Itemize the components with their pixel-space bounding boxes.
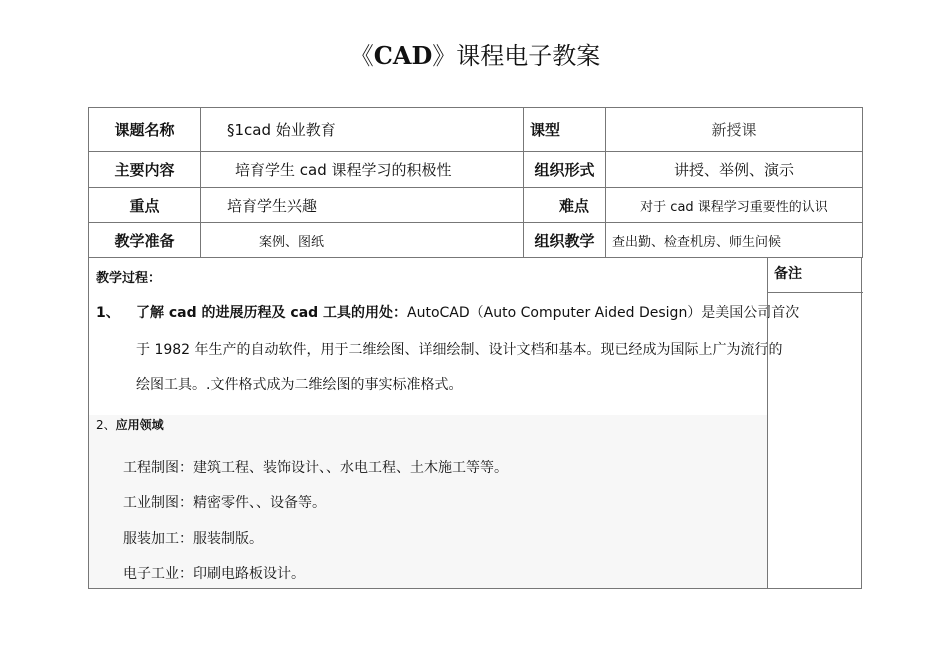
item1-heading: 了解 cad 的进展历程及 cad 工具的用处： bbox=[136, 305, 408, 321]
organization-form-value: 讲授、举例、演示 bbox=[606, 152, 863, 188]
item1-text: AutoCAD（Auto Computer Aided Design）是美国公司首次 bbox=[407, 305, 800, 321]
teaching-prep-value: 案例、图纸 bbox=[201, 223, 524, 258]
field-engineering: 工程制图：建筑工程、装饰设计、、水电工程、土木施工等等。 bbox=[123, 460, 508, 476]
table-row bbox=[89, 223, 863, 258]
teaching-prep-label: 教学准备 bbox=[89, 223, 201, 258]
class-organization-label: 组织教学 bbox=[524, 223, 606, 258]
topic-value: §1cad 始业教育 bbox=[201, 108, 524, 152]
field-industrial: 工业制图：精密零件、、设备等。 bbox=[123, 495, 326, 511]
process-heading: 教学过程： bbox=[96, 271, 162, 286]
notes-label: 备注 bbox=[768, 257, 863, 293]
field-garment: 服装加工：服装制版。 bbox=[123, 531, 263, 547]
item1-line1 bbox=[136, 302, 799, 322]
table-row bbox=[89, 188, 863, 223]
key-point-value: 培育学生兴趣 bbox=[201, 188, 524, 223]
table-row bbox=[89, 152, 863, 188]
item2-heading: 2、应用领域 bbox=[96, 418, 164, 432]
field-electronics: 电子工业：印刷电路板设计。 bbox=[123, 566, 305, 582]
item1-number: 1、 bbox=[96, 305, 120, 321]
class-organization-value: 查出勤、检查机房、师生问候 bbox=[606, 223, 863, 258]
key-point-label: 重点 bbox=[89, 188, 201, 223]
document-title: 《CAD》课程电子教案 bbox=[349, 41, 601, 70]
item1-line2: 于 1982 年生产的自动软件，用于二维绘图、详细绘制、设计文档和基本。现已经成为国际上广为流行的 bbox=[136, 342, 783, 358]
main-content-label: 主要内容 bbox=[89, 152, 201, 188]
difficulty-label: 难点 bbox=[524, 188, 606, 223]
organization-form-label: 组织形式 bbox=[524, 152, 606, 188]
topic-label: 课题名称 bbox=[89, 108, 201, 152]
table-row bbox=[89, 108, 863, 152]
main-content-value: 培育学生 cad 课程学习的积极性 bbox=[201, 152, 524, 188]
lesson-info-table bbox=[88, 107, 863, 258]
lesson-type-value: 新授课 bbox=[606, 108, 863, 152]
teaching-process-section bbox=[88, 257, 862, 589]
lesson-type-label: 课型 bbox=[524, 108, 606, 152]
item1-line3: 绘图工具。.文件格式成为二维绘图的事实标准格式。 bbox=[136, 377, 463, 393]
difficulty-value: 对于 cad 课程学习重要性的认识 bbox=[606, 188, 863, 223]
notes-column bbox=[767, 257, 863, 588]
